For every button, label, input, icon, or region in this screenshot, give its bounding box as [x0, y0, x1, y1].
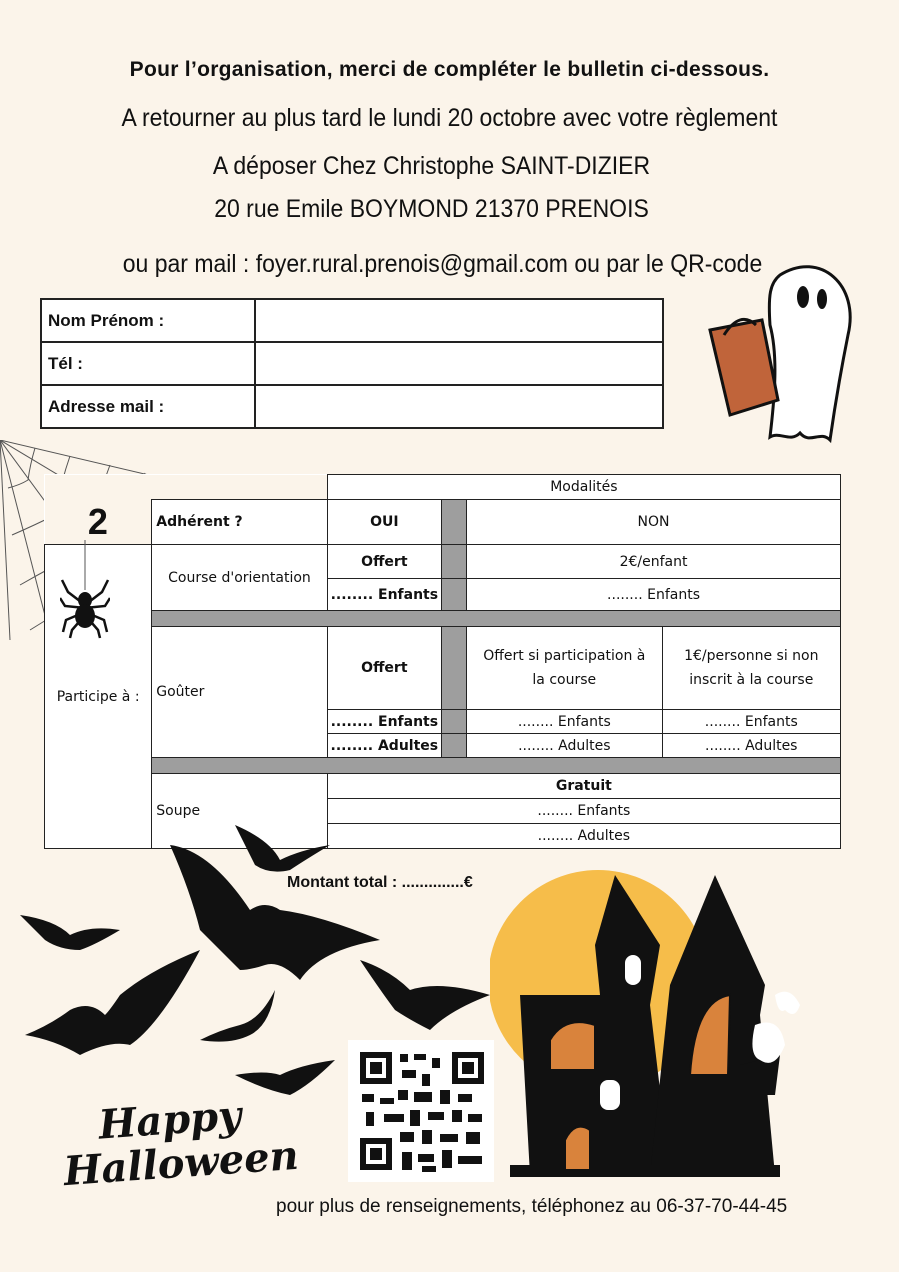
name-label: Nom Prénom :	[41, 299, 255, 342]
page-number: 2	[45, 500, 152, 545]
gouter-enfants-oui[interactable]: ........ Enfants	[327, 710, 441, 734]
gouter-adultes-a[interactable]: ........ Adultes	[467, 734, 662, 758]
spider-icon	[60, 540, 110, 640]
contact-form	[40, 298, 664, 429]
email-line: ou par mail : foyer.rural.prenois@gmail.com ou par le QR-code	[122, 250, 763, 278]
course-offert: Offert	[327, 545, 441, 579]
course-label: Course d'orientation	[152, 545, 327, 611]
gouter-offert: Offert	[327, 627, 441, 710]
phone-label: Tél :	[41, 342, 255, 385]
gouter-label: Goûter	[152, 627, 327, 758]
return-deadline: A retourner au plus tard le lundi 20 octobre avec votre règlement	[121, 104, 778, 132]
happy-halloween-logo: Happy Halloween	[62, 1091, 301, 1196]
oui-header: OUI	[327, 500, 441, 545]
modalites-header: Modalités	[327, 475, 840, 500]
gouter-non-b: 1€/personne si non inscrit à la course	[662, 627, 840, 710]
deposit-name: A déposer Chez Christophe SAINT-DIZIER	[212, 152, 651, 180]
gouter-adultes-b[interactable]: ........ Adultes	[662, 734, 840, 758]
soupe-enfants[interactable]: ........ Enfants	[327, 799, 840, 824]
ghost-icon	[700, 255, 860, 450]
course-enfants-non[interactable]: ........ Enfants	[467, 579, 841, 611]
total-amount[interactable]: Montant total : ..............€	[287, 874, 473, 891]
heading: Pour l’organisation, merci de compléter le bulletin ci-dessous.	[129, 58, 770, 81]
email-label: Adresse mail :	[41, 385, 255, 428]
non-header: NON	[467, 500, 841, 545]
participe-label: Participe à :	[45, 545, 152, 849]
soupe-label: Soupe	[152, 774, 327, 849]
gouter-non-a: Offert si participation à la course	[467, 627, 662, 710]
haunted-house-icon	[490, 865, 810, 1185]
soupe-gratuit: Gratuit	[327, 774, 840, 799]
course-price: 2€/enfant	[467, 545, 841, 579]
gouter-adultes-oui[interactable]: ........ Adultes	[327, 734, 441, 758]
name-field[interactable]	[255, 299, 663, 342]
soupe-adultes[interactable]: ........ Adultes	[327, 824, 840, 849]
email-field[interactable]	[255, 385, 663, 428]
adherent-label: Adhérent ?	[152, 500, 327, 545]
course-enfants-oui[interactable]: ........ Enfants	[327, 579, 441, 611]
qr-code[interactable]	[348, 1040, 494, 1182]
footer-phone: pour plus de renseignements, téléphonez au 06-37-70-44-45	[276, 1196, 788, 1217]
phone-field[interactable]	[255, 342, 663, 385]
deposit-address: 20 rue Emile BOYMOND 21370 PRENOIS	[214, 195, 649, 223]
gouter-enfants-a[interactable]: ........ Enfants	[467, 710, 662, 734]
qr-code-icon	[348, 1040, 494, 1182]
registration-table	[44, 474, 841, 849]
gouter-enfants-b[interactable]: ........ Enfants	[662, 710, 840, 734]
